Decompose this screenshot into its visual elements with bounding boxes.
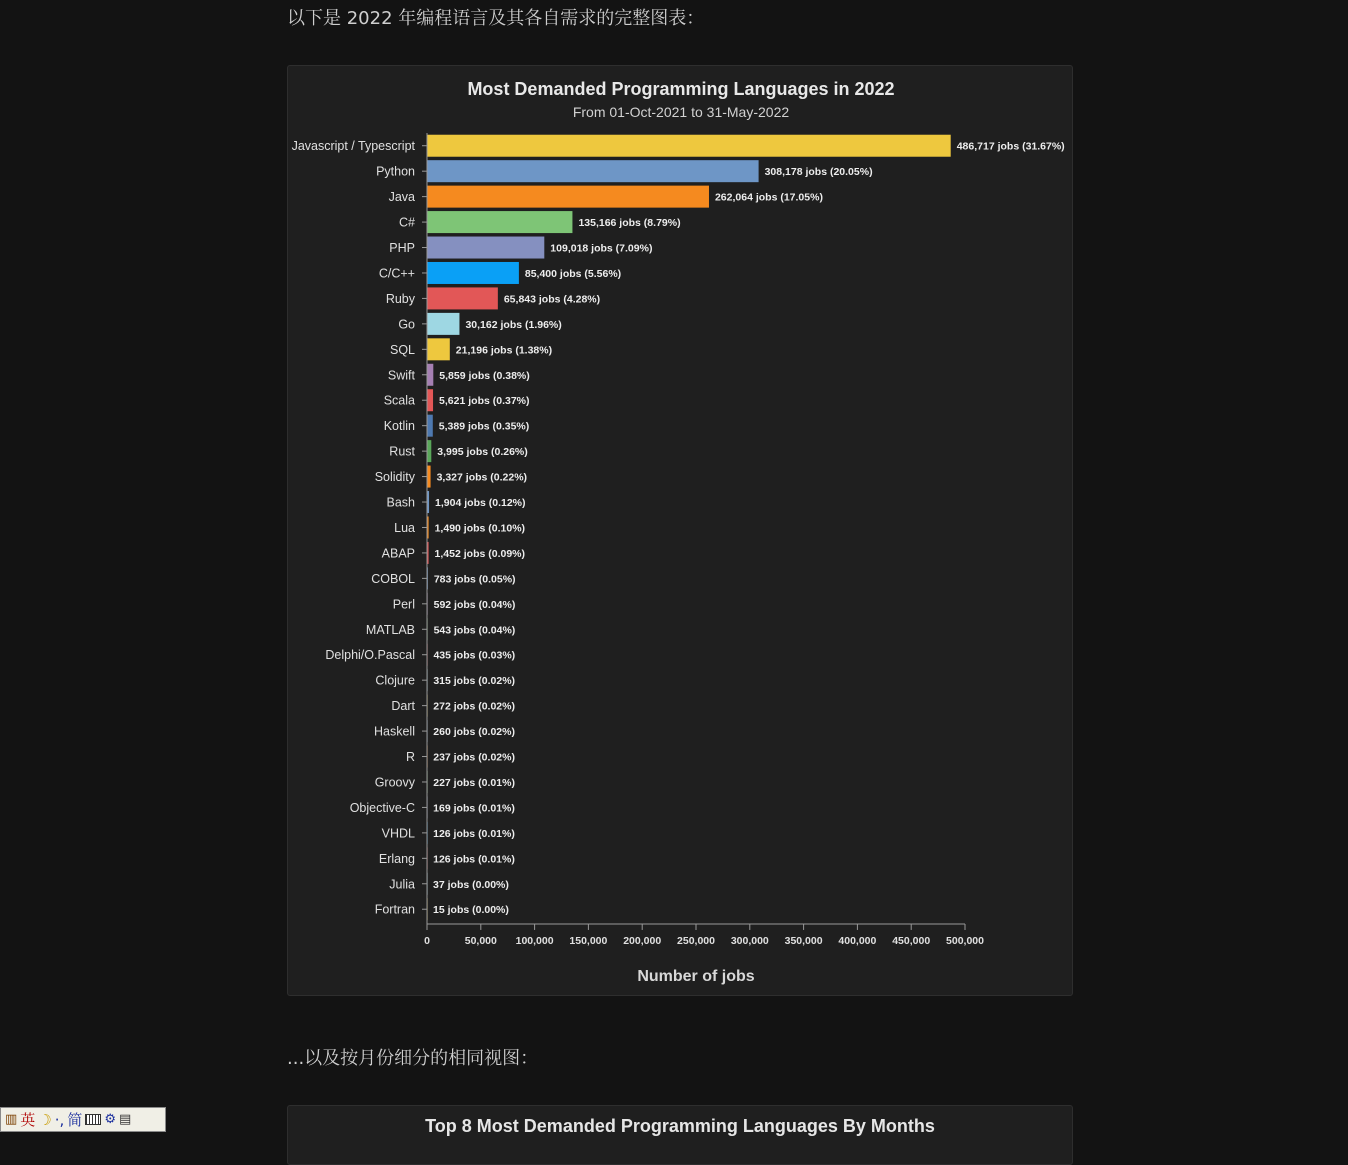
data-label: 543 jobs (0.04%) [433, 624, 516, 637]
x-tick-label: 350,000 [784, 934, 823, 947]
bar-chart [288, 66, 1074, 997]
ime-toolbar[interactable] [0, 1107, 166, 1132]
x-tick-label: 400,000 [838, 934, 877, 947]
data-label: 227 jobs (0.01%) [433, 776, 515, 789]
second-chart-title: Top 8 Most Demanded Programming Languages By Months [425, 1116, 935, 1136]
y-tick-label: Ruby [385, 291, 415, 306]
y-tick-label: Perl [392, 597, 415, 612]
x-axis-label: Number of jobs [637, 968, 755, 985]
bar [427, 186, 709, 208]
x-tick-label: 300,000 [730, 934, 769, 947]
data-label: 1,904 jobs (0.12%) [435, 497, 526, 510]
data-label: 262,064 jobs (17.05%) [714, 191, 823, 204]
outro-paragraph: ...以及按月份细分的相同视图： [287, 1048, 539, 1069]
y-tick-label: MATLAB [365, 622, 415, 637]
x-tick-label: 500,000 [946, 934, 984, 947]
y-tick-label: Python [376, 164, 415, 179]
x-tick-label: 250,000 [677, 934, 715, 947]
y-tick-label: Swift [387, 368, 415, 383]
bar [427, 237, 544, 259]
y-tick-label: Haskell [374, 724, 415, 739]
y-tick-label: Groovy [374, 775, 415, 790]
data-label: 5,621 jobs (0.37%) [439, 395, 530, 408]
y-tick-label: Go [398, 317, 415, 332]
y-tick-label: C# [399, 215, 415, 230]
y-tick-label: C/C++ [378, 266, 415, 281]
bar [427, 440, 431, 462]
data-label: 1,490 jobs (0.10%) [434, 522, 526, 535]
data-label: 126 jobs (0.01%) [433, 853, 515, 866]
x-tick-label: 50,000 [464, 934, 497, 947]
data-label: 486,717 jobs (31.67%) [956, 140, 1065, 153]
half-width-moon-icon[interactable]: ☽ [38, 1110, 52, 1129]
chart-subtitle: From 01-Oct-2021 to 31-May-2022 [572, 104, 790, 120]
intro-paragraph: 以下是 2022 年编程语言及其各自需求的完整图表： [287, 8, 705, 29]
y-tick-label: Javascript / Typescript [291, 139, 415, 154]
bar [427, 160, 759, 182]
ime-logo-icon[interactable]: ▥ [5, 1112, 18, 1127]
x-tick-label: 100,000 [515, 934, 554, 947]
y-tick-label: Scala [383, 393, 415, 408]
second-chart-card [287, 1105, 1073, 1165]
y-tick-label: Objective-C [349, 800, 415, 815]
ime-settings-icon[interactable]: ⚙ [104, 1112, 116, 1127]
y-tick-label: Java [388, 190, 415, 205]
data-label: 65,843 jobs (4.28%) [503, 293, 601, 306]
data-label: 1,452 jobs (0.09%) [434, 547, 526, 560]
bar [427, 135, 951, 157]
data-label: 260 jobs (0.02%) [433, 726, 515, 739]
data-label: 169 jobs (0.01%) [433, 802, 515, 815]
data-label: 135,166 jobs (8.79%) [578, 217, 681, 230]
y-tick-label: Fortran [374, 902, 415, 917]
bar [427, 211, 572, 233]
bar [427, 415, 433, 437]
y-tick-label: Bash [386, 495, 415, 510]
y-tick-label: Erlang [378, 851, 415, 866]
data-label: 126 jobs (0.01%) [433, 827, 515, 840]
data-label: 15 jobs (0.00%) [433, 904, 509, 917]
data-label: 592 jobs (0.04%) [433, 598, 516, 611]
y-tick-label: PHP [389, 241, 415, 256]
y-tick-label: SQL [389, 342, 415, 357]
data-label: 30,162 jobs (1.96%) [465, 318, 562, 331]
y-tick-label: Delphi/O.Pascal [325, 648, 415, 663]
chart-title: Most Demanded Programming Languages in 2022 [467, 79, 895, 99]
bar [427, 364, 433, 386]
bar [427, 287, 498, 309]
data-label: 85,400 jobs (5.56%) [524, 267, 622, 280]
x-tick-label: 200,000 [623, 934, 662, 947]
y-tick-label: Lua [394, 520, 415, 535]
data-label: 237 jobs (0.02%) [433, 751, 515, 764]
data-label: 3,995 jobs (0.26%) [437, 446, 528, 459]
data-label: 315 jobs (0.02%) [433, 675, 516, 688]
data-label: 37 jobs (0.00%) [433, 878, 509, 891]
ime-menu-icon[interactable]: ▤ [118, 1112, 132, 1127]
x-tick-label: 450,000 [892, 934, 931, 947]
y-tick-label: VHDL [381, 826, 415, 841]
data-label: 3,327 jobs (0.22%) [436, 471, 528, 484]
y-tick-label: Kotlin [383, 419, 415, 434]
data-label: 21,196 jobs (1.38%) [455, 344, 553, 357]
ime-simplified-toggle[interactable]: 简 [67, 1111, 83, 1129]
x-tick-label: 150,000 [569, 934, 608, 947]
bar [427, 262, 519, 284]
data-label: 5,389 jobs (0.35%) [438, 420, 530, 433]
y-tick-label: Solidity [374, 470, 415, 485]
y-tick-label: COBOL [371, 571, 415, 586]
y-tick-label: Clojure [375, 673, 415, 688]
bar [427, 389, 433, 411]
x-tick-label: 0 [424, 934, 430, 947]
y-tick-label: R [405, 750, 415, 765]
ime-punctuation-toggle[interactable]: ·, [54, 1110, 65, 1129]
bar-chart-card [287, 65, 1073, 996]
y-tick-label: ABAP [381, 546, 415, 561]
data-label: 783 jobs (0.05%) [433, 573, 516, 586]
data-label: 5,859 jobs (0.38%) [439, 369, 530, 382]
soft-keyboard-icon[interactable] [85, 1114, 101, 1125]
bar [427, 466, 431, 488]
y-tick-label: Rust [389, 444, 415, 459]
data-label: 308,178 jobs (20.05%) [764, 166, 873, 179]
data-label: 435 jobs (0.03%) [433, 649, 516, 662]
bar [427, 338, 450, 360]
data-label: 272 jobs (0.02%) [433, 700, 515, 713]
data-label: 109,018 jobs (7.09%) [550, 242, 653, 255]
y-tick-label: Dart [391, 699, 415, 714]
bars-layer [292, 135, 1065, 921]
bar [427, 313, 459, 335]
ime-language-toggle[interactable]: 英 [20, 1111, 36, 1129]
y-tick-label: Julia [389, 877, 415, 892]
